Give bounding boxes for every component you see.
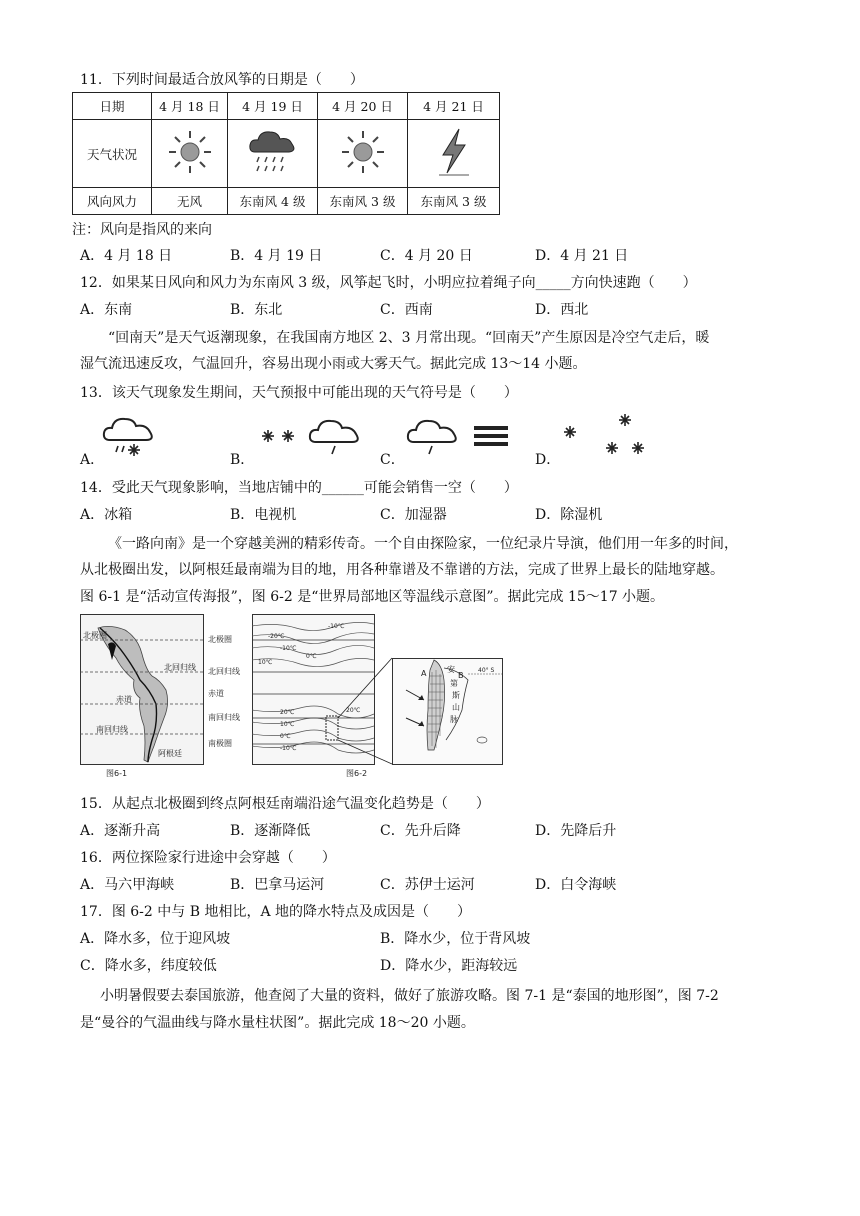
q17-option-d[interactable]: D．降水少，距海较远 xyxy=(380,958,518,974)
q17-option-c[interactable]: C．降水多，纬度较低 xyxy=(80,958,217,974)
date-cell: 4 月 21 日 xyxy=(408,93,500,120)
isotherm-label: -10℃ xyxy=(328,623,345,630)
q14-stem: 14．受此天气现象影响，当地店铺中的______可能会销售一空（ ） xyxy=(80,480,518,496)
isotherm-label: 0℃ xyxy=(306,653,317,660)
table-header-date: 日期 xyxy=(73,93,152,120)
passage2-line: 图 6-1 是“活动宣传海报”，图 6-2 是“世界局部地区等温线示意图”。据此完成 15～17 小题。 xyxy=(80,589,665,605)
q13-option-c-letter[interactable]: C． xyxy=(380,452,405,468)
fig62-lat-label: 南回归线 xyxy=(208,713,240,722)
fig61-caption: 图6-1 xyxy=(106,769,128,778)
q13-stem: 13．该天气现象发生期间，天气预报中可能出现的天气符号是（ ） xyxy=(80,385,518,401)
inset-lat-label: 40° S xyxy=(478,667,495,674)
inset-range-char: 第 xyxy=(450,679,458,688)
inset-range-char: 脉 xyxy=(450,715,458,724)
wind-cell: 东南风 3 级 xyxy=(318,188,408,215)
fig62-caption: 图6-2 xyxy=(346,769,368,778)
weather-cell xyxy=(408,120,500,188)
q15-option-a[interactable]: A．逐渐升高 xyxy=(80,823,161,839)
fig61-line-label: 北回归线 xyxy=(164,663,196,672)
sunny-icon xyxy=(165,127,215,177)
q15-stem: 15．从起点北极圈到终点阿根廷南端沿途气温变化趋势是（ ） xyxy=(80,796,490,812)
wind-cell: 东南风 3 级 xyxy=(408,188,500,215)
isotherm-label: 0℃ xyxy=(280,733,291,740)
isotherm-label: -20℃ xyxy=(268,633,285,640)
q12-option-a[interactable]: A．东南 xyxy=(80,302,133,318)
q16-option-d[interactable]: D．白令海峡 xyxy=(535,877,617,893)
snow-and-rain-icon xyxy=(252,412,370,464)
inset-point-b: B xyxy=(458,671,464,680)
q16-option-b[interactable]: B．巴拿马运河 xyxy=(230,877,325,893)
passage3-line: 是“曼谷的气温曲线与降水量柱状图”。据此完成 18～20 小题。 xyxy=(80,1015,475,1031)
figure-6-2-isotherm-map xyxy=(206,614,622,780)
rain-and-fog-icon xyxy=(402,412,520,464)
isotherm-label: -10℃ xyxy=(280,745,297,752)
fig62-lat-label: 赤道 xyxy=(208,689,224,698)
fig62-lat-label: 北极圈 xyxy=(208,635,232,644)
q17-option-b[interactable]: B．降水少，位于背风坡 xyxy=(380,931,531,947)
q11-option-b[interactable]: B．4 月 19 日 xyxy=(230,248,323,264)
q12-option-c[interactable]: C．西南 xyxy=(380,302,433,318)
inset-range-char: 斯 xyxy=(452,691,460,700)
fig61-place-label: 阿根廷 xyxy=(158,749,182,758)
thunderstorm-rain-icon xyxy=(245,126,301,178)
isotherm-label: 20℃ xyxy=(280,709,295,716)
q11-note: 注：风向是指风的来向 xyxy=(72,222,212,238)
date-cell: 4 月 19 日 xyxy=(228,93,318,120)
table-header-wind: 风向风力 xyxy=(73,188,152,215)
q11-option-c[interactable]: C．4 月 20 日 xyxy=(380,248,473,264)
q16-stem: 16．两位探险家行进途中会穿越（ ） xyxy=(80,850,336,866)
q17-option-a[interactable]: A．降水多，位于迎风坡 xyxy=(80,931,231,947)
q14-option-a[interactable]: A．冰箱 xyxy=(80,507,133,523)
passage2-line: 从北极圈出发，以阿根廷最南端为目的地，用各种靠谱及不靠谱的方法，完成了世界上最长的陆地穿越。 xyxy=(80,562,724,578)
date-cell: 4 月 18 日 xyxy=(152,93,228,120)
q12-option-d[interactable]: D．西北 xyxy=(535,302,589,318)
passage1-line: “回南天”是天气返潮现象，在我国南方地区 2、3 月常出现。“回南天”产生原因是冷空气走后，暖 xyxy=(108,330,710,346)
sunny-icon xyxy=(338,127,388,177)
fig62-lat-label: 北回归线 xyxy=(208,667,240,676)
q15-option-b[interactable]: B．逐渐降低 xyxy=(230,823,311,839)
weather-cell xyxy=(152,120,228,188)
passage1-line: 湿气流迅速反攻，气温回升，容易出现小雨或大雾天气。据此完成 13～14 小题。 xyxy=(80,356,587,372)
fig61-line-label: 赤道 xyxy=(116,695,132,704)
figure-6-1-americas-map xyxy=(80,614,204,780)
date-cell: 4 月 20 日 xyxy=(318,93,408,120)
weather-table xyxy=(72,92,500,215)
weather-cell xyxy=(318,120,408,188)
inset-range-char: 山 xyxy=(452,703,460,712)
q17-stem: 17．图 6-2 中与 B 地相比，A 地的降水特点及成因是（ ） xyxy=(80,904,472,920)
weather-cell xyxy=(228,120,318,188)
isotherm-label: 10℃ xyxy=(280,721,295,728)
isotherm-label: 10℃ xyxy=(258,659,273,666)
q13-option-d-letter[interactable]: D． xyxy=(535,452,561,468)
isotherm-label: 20℃ xyxy=(346,707,361,714)
isotherm-label: -10℃ xyxy=(280,645,297,652)
q12-stem: 12．如果某日风向和风力为东南风 3 级，风筝起飞时，小明应拉着绳子向_____方向快速跑（ ） xyxy=(80,275,697,291)
fig62-lat-label: 南极圈 xyxy=(208,739,232,748)
q11-option-d[interactable]: D．4 月 21 日 xyxy=(535,248,629,264)
q13-option-a-letter[interactable]: A． xyxy=(80,452,105,468)
q11-stem: 11．下列时间最适合放风筝的日期是（ ） xyxy=(80,72,364,88)
passage3-line: 小明暑假要去泰国旅游，他查阅了大量的资料，做好了旅游攻略。图 7-1 是“泰国的地形图”，图 7-2 xyxy=(100,988,719,1004)
q14-option-b[interactable]: B．电视机 xyxy=(230,507,297,523)
wind-cell: 无风 xyxy=(152,188,228,215)
q16-option-c[interactable]: C．苏伊士运河 xyxy=(380,877,475,893)
q13-option-b-letter[interactable]: B． xyxy=(230,452,255,468)
q14-option-c[interactable]: C．加湿器 xyxy=(380,507,447,523)
passage2-line: 《一路向南》是一个穿越美洲的精彩传奇。一个自由探险家，一位纪录片导演，他们用一年多的时间， xyxy=(108,536,738,552)
q12-option-b[interactable]: B．东北 xyxy=(230,302,283,318)
q15-option-d[interactable]: D．先降后升 xyxy=(535,823,617,839)
q16-option-a[interactable]: A．马六甲海峡 xyxy=(80,877,175,893)
inset-range-char: 安 xyxy=(447,665,455,674)
q11-option-a[interactable]: A．4 月 18 日 xyxy=(80,248,173,264)
snow-icon xyxy=(556,410,664,466)
q14-option-d[interactable]: D．除湿机 xyxy=(535,507,603,523)
sleet-icon xyxy=(100,412,164,464)
inset-point-a: A xyxy=(421,669,427,678)
fig61-line-label: 南回归线 xyxy=(96,725,128,734)
table-header-weather: 天气状况 xyxy=(73,120,152,188)
fig61-line-label: 北极圈 xyxy=(83,631,107,640)
wind-cell: 东南风 4 级 xyxy=(228,188,318,215)
lightning-icon xyxy=(429,125,479,179)
q15-option-c[interactable]: C．先升后降 xyxy=(380,823,461,839)
